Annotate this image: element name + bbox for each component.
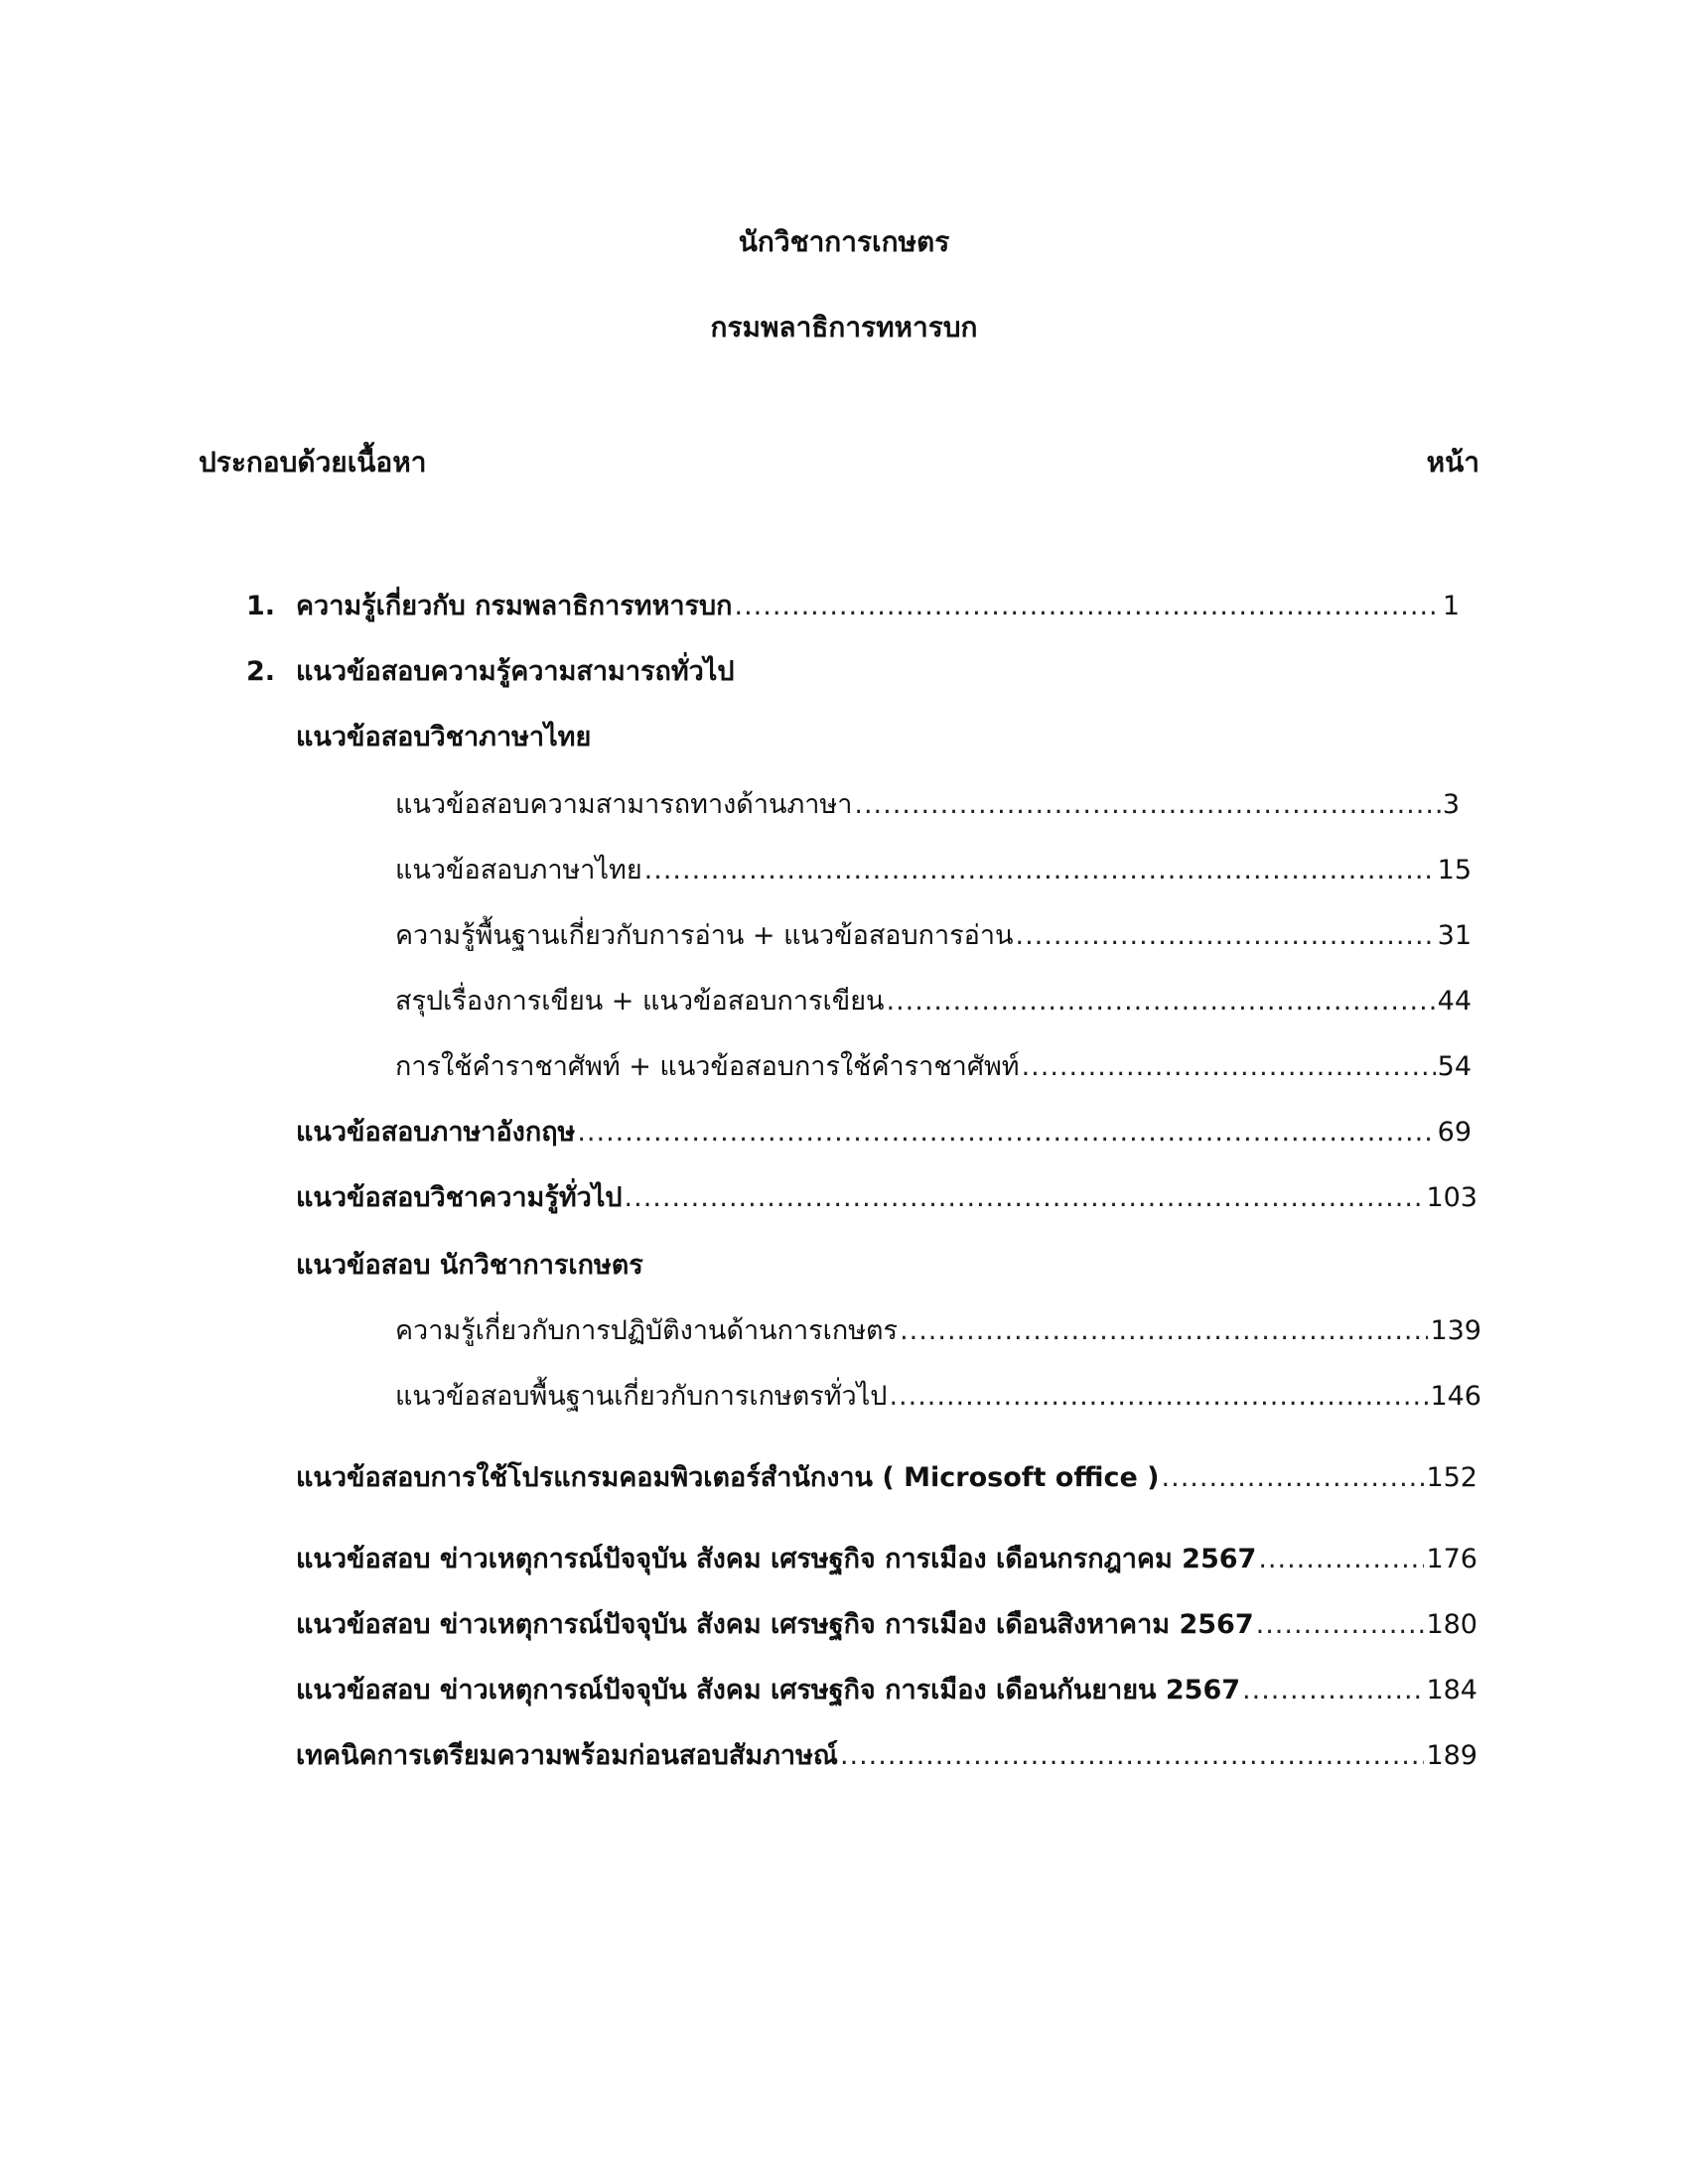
toc-leader [1162, 1462, 1425, 1493]
toc-entry-news-september [296, 1668, 1477, 1710]
toc-entry-news-august [296, 1602, 1477, 1645]
toc-entry-agri-practice [395, 1308, 1481, 1351]
toc-entry-general-knowledge [296, 1175, 1477, 1218]
toc-leader [735, 591, 1441, 621]
toc-leader [1258, 1544, 1424, 1574]
toc-entry-label: สรุปเรื่องการเขียน + แนวข้อสอบการเขียน [395, 986, 885, 1017]
toc-entry-number: 2. [246, 656, 276, 687]
toc-leader [900, 1315, 1428, 1346]
toc-entry-interview [296, 1733, 1477, 1776]
toc-entry-royal-words [395, 1044, 1472, 1087]
toc-leader [1242, 1675, 1424, 1706]
toc-leader [1256, 1609, 1425, 1640]
toc-entry-1 [246, 584, 1460, 626]
toc-entry-label: แนวข้อสอบ นักวิชาการเกษตร [296, 1250, 643, 1281]
toc-entry-label: แนวข้อสอบภาษาอังกฤษ [296, 1117, 576, 1148]
toc-entry-page: 54 [1437, 1051, 1472, 1082]
toc-entry-page: 31 [1437, 920, 1472, 951]
toc-entry-page: 146 [1430, 1381, 1481, 1412]
toc-entry-label: แนวข้อสอบพื้นฐานเกี่ยวกับการเกษตรทั่วไป [395, 1381, 888, 1412]
toc-entry-reading [395, 913, 1472, 956]
toc-entry-label: แนวข้อสอบ ข่าวเหตุการณ์ปัจจุบัน สังคม เศรษฐกิจ การเมือง เดือนสิงหาคาม 2567 [296, 1609, 1254, 1640]
toc-entry-page: 3 [1442, 789, 1460, 820]
contents-heading: ประกอบด้วยเนื้อหา [199, 446, 427, 478]
toc-entry-label: ความรู้เกี่ยวกับการปฏิบัติงานด้านการเกษตร [395, 1315, 899, 1346]
toc-entry-label: แนวข้อสอบ ข่าวเหตุการณ์ปัจจุบัน สังคม เศรษฐกิจ การเมือง เดือนกันยายน 2567 [296, 1675, 1241, 1706]
toc-entry-page: 15 [1437, 855, 1472, 886]
toc-entry-page: 103 [1426, 1182, 1477, 1213]
toc-leader [1016, 920, 1436, 951]
toc-entry-label: แนวข้อสอบความรู้ความสามารถทั่วไป [296, 656, 735, 687]
toc-section-agriculture [296, 1243, 643, 1286]
toc-entry-2 [246, 649, 735, 692]
toc-entry-label: แนวข้อสอบภาษาไทย [395, 855, 642, 886]
toc-entry-ms-office [296, 1455, 1477, 1498]
toc-leader [889, 1381, 1428, 1412]
toc-leader [1022, 1051, 1436, 1082]
toc-entry-label: แนวข้อสอบวิชาภาษาไทย [296, 722, 592, 752]
toc-entry-label: แนวข้อสอบการใช้โปรแกรมคอมพิวเตอร์สำนักงาน ( Microsoft office ) [296, 1462, 1160, 1493]
toc-entry-thai [395, 848, 1472, 890]
toc-entry-page: 1 [1442, 591, 1460, 621]
toc-leader [840, 1740, 1425, 1771]
toc-entry-writing [395, 979, 1472, 1022]
toc-leader [887, 986, 1436, 1017]
toc-entry-page: 184 [1426, 1675, 1477, 1706]
document-subtitle: กรมพลาธิการทหารบก [710, 311, 978, 343]
toc-entry-english [296, 1110, 1472, 1153]
toc-entry-label: แนวข้อสอบ ข่าวเหตุการณ์ปัจจุบัน สังคม เศรษฐกิจ การเมือง เดือนกรกฎาคม 2567 [296, 1544, 1257, 1574]
toc-entry-label: ความรู้เกี่ยวกับ กรมพลาธิการทหารบก [296, 591, 733, 621]
toc-entry-label: การใช้คำราชาศัพท์ + แนวข้อสอบการใช้คำราชาศัพท์ [395, 1051, 1020, 1082]
toc-entry-page: 152 [1426, 1462, 1477, 1493]
toc-leader [854, 789, 1440, 820]
toc-entry-page: 139 [1430, 1315, 1481, 1346]
toc-entry-number: 1. [246, 591, 276, 621]
toc-entry-news-july [296, 1537, 1477, 1579]
toc-entry-page: 176 [1426, 1544, 1477, 1574]
toc-entry-label: เทคนิคการเตรียมความพร้อมก่อนสอบสัมภาษณ์ [296, 1740, 838, 1771]
page-column-heading: หน้า [1426, 446, 1479, 478]
toc-entry-page: 69 [1437, 1117, 1472, 1148]
toc-entry-label: แนวข้อสอบวิชาความรู้ทั่วไป [296, 1182, 623, 1213]
toc-leader [644, 855, 1436, 886]
document-title: นักวิชาการเกษตร [738, 225, 950, 258]
toc-leader [577, 1117, 1435, 1148]
toc-entry-label: ความรู้พื้นฐานเกี่ยวกับการอ่าน + แนวข้อสอบการอ่าน [395, 920, 1014, 951]
toc-section-thai [296, 715, 591, 757]
toc-entry-agri-basic [395, 1374, 1481, 1417]
toc-entry-label: แนวข้อสอบความสามารถทางด้านภาษา [395, 789, 853, 820]
toc-leader [625, 1182, 1425, 1213]
toc-entry-language-ability [395, 782, 1460, 825]
toc-entry-page: 189 [1426, 1740, 1477, 1771]
toc-entry-page: 44 [1437, 986, 1472, 1017]
toc-entry-page: 180 [1426, 1609, 1477, 1640]
